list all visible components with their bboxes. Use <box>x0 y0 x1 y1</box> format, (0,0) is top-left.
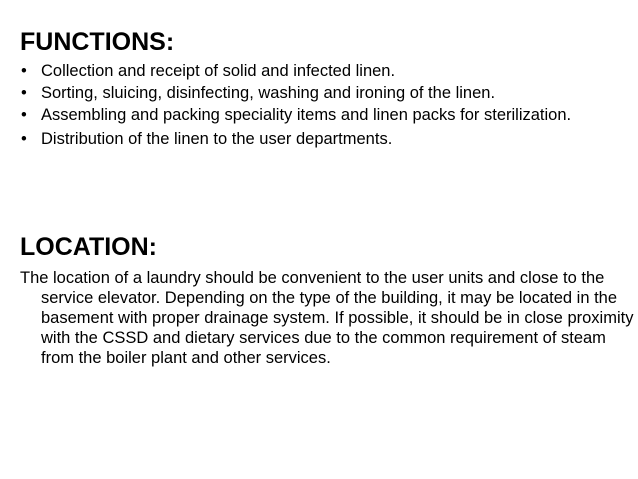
list-item <box>20 61 620 81</box>
bullet-icon: • <box>21 130 27 148</box>
bullet-icon: • <box>21 62 27 80</box>
list-item-text: Sorting, sluicing, disinfecting, washing and ironing of the linen. <box>41 84 496 102</box>
list-item-text: Assembling and packing speciality items and linen packs for sterilization. <box>41 106 572 124</box>
list-item-text: Collection and receipt of solid and infected linen. <box>41 62 396 80</box>
list-item <box>20 105 620 125</box>
bullet-icon: • <box>21 106 27 124</box>
bullet-icon: • <box>21 84 27 102</box>
location-paragraph: The location of a laundry should be convenient to the user units and close to the service elevator. Depending on the type of the building, it may be located in the basement with proper drainage system. If possible, it should be in close proximity with the CSSD and dietary services due to the common requirement of steam from the boiler plant and other services. <box>20 269 634 367</box>
functions-heading: FUNCTIONS: <box>20 28 175 56</box>
list-item-text: Distribution of the linen to the user departments. <box>41 130 393 148</box>
functions-list <box>20 61 620 151</box>
list-item <box>20 83 620 103</box>
location-heading: LOCATION: <box>20 233 158 261</box>
list-item <box>20 129 620 149</box>
